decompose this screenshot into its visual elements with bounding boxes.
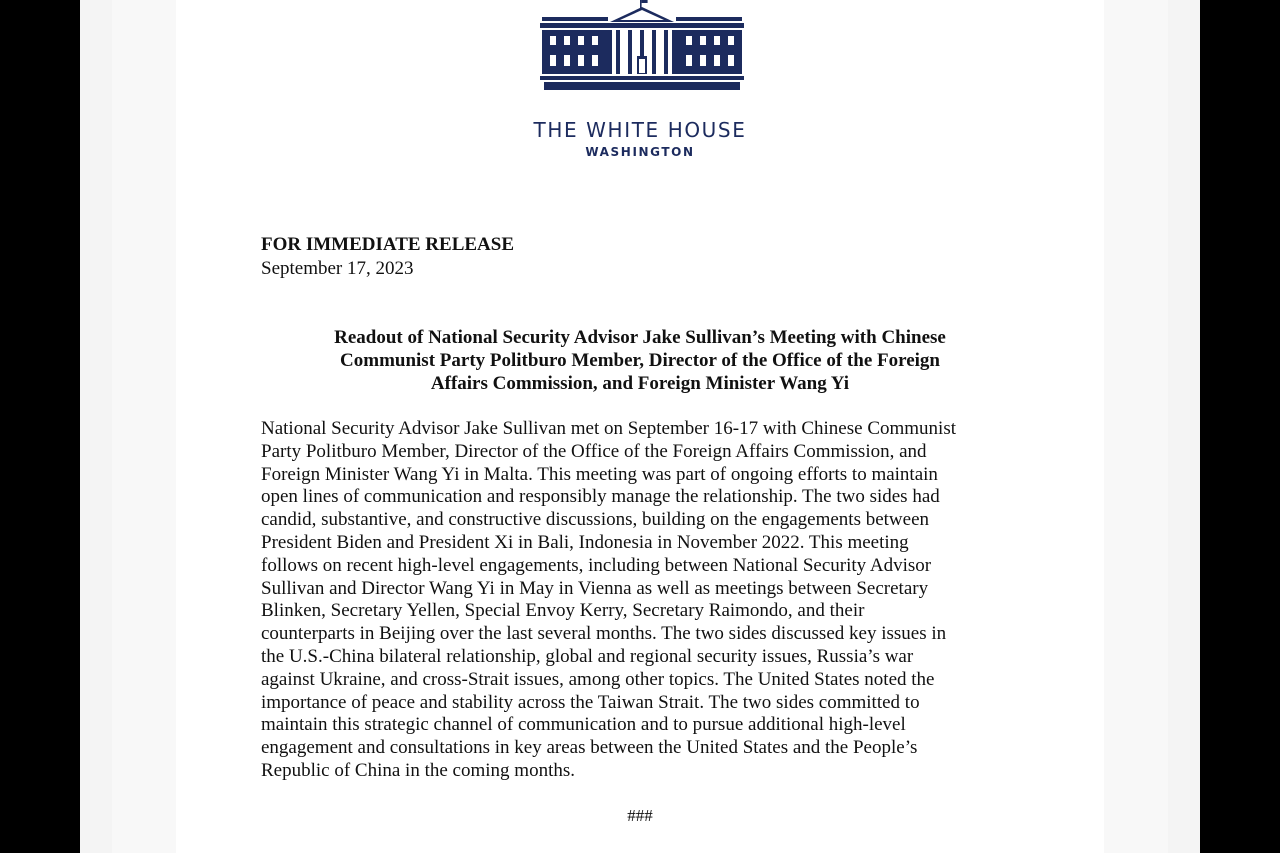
body-line: importance of peace and stability across the Taiwan Strait. The two sides committed to [261,691,920,713]
body-line: engagement and consultations in key areas between the United States and the People’s [261,737,918,759]
body-line: Republic of China in the coming months. [261,759,575,781]
white-house-subtitle: WASHINGTON [585,145,695,159]
headline-line: Readout of National Security Advisor Jake Sullivan’s Meeting with Chinese [334,327,946,348]
body-paragraph [261,418,1021,783]
release-date: September 17, 2023 [261,258,414,279]
white-house-building-icon [540,0,744,94]
body-line: Blinken, Secretary Yellen, Special Envoy Kerry, Secretary Raimondo, and their [261,600,865,622]
body-line: candid, substantive, and constructive discussions, building on the engagements between [261,509,930,531]
body-line: President Biden and President Xi in Bali, Indonesia in November 2022. This meeting [261,531,909,553]
document-viewer [80,0,1200,853]
release-label: FOR IMMEDIATE RELEASE [261,234,515,255]
white-house-title: THE WHITE HOUSE [533,118,747,142]
body-line: maintain this strategic channel of communication and to pursue additional high-level [261,714,906,736]
body-line: the U.S.-China bilateral relationship, global and regional security issues, Russia’s war [261,645,914,667]
body-line: National Security Advisor Jake Sullivan met on September 16-17 with Chinese Communist [261,418,957,439]
body-line: Foreign Minister Wang Yi in Malta. This meeting was part of ongoing efforts to maintain [261,463,938,485]
headline [261,326,1019,395]
body-line: Sullivan and Director Wang Yi in May in Vienna as well as meetings between Secretary [261,577,929,599]
body-line: Party Politburo Member, Director of the Office of the Foreign Affairs Commission, and [261,440,927,462]
body-line: counterparts in Beijing over the last several months. The two sides discussed key issues in [261,623,947,645]
end-mark: ### [627,806,653,825]
headline-line: Communist Party Politburo Member, Director of the Office of the Foreign [340,350,940,371]
body-line: follows on recent high-level engagements, including between National Security Advisor [261,554,932,576]
body-line: against Ukraine, and cross-Strait issues, among other topics. The United States noted the [261,668,935,690]
headline-line: Affairs Commission, and Foreign Minister Wang Yi [430,373,850,394]
body-line: open lines of communication and responsibly manage the relationship. The two sides had [261,486,940,508]
